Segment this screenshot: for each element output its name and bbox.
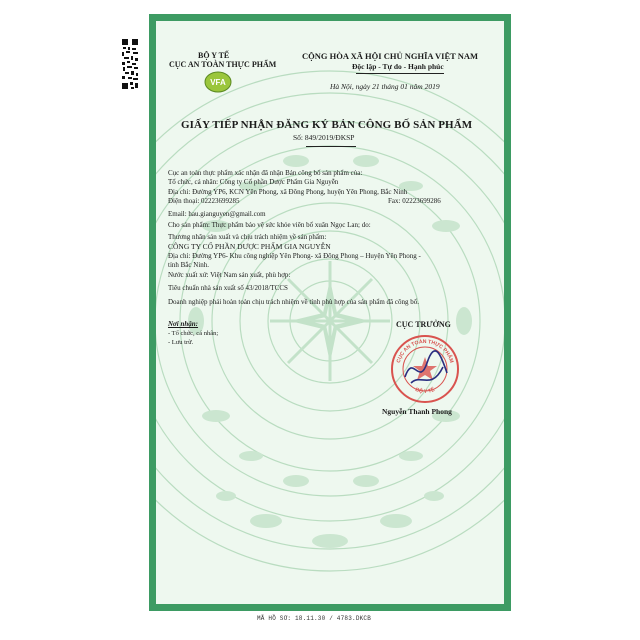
qr-code <box>121 38 139 90</box>
motto-underline <box>356 73 444 74</box>
vfa-logo <box>204 71 232 93</box>
email: Email: hau.gianguyen@gmail.com <box>168 210 266 218</box>
certificate-paper <box>156 21 504 604</box>
recipient-item: - Tổ chức, cá nhân; <box>168 330 219 337</box>
fax: Fax: 02223699286 <box>388 197 441 205</box>
product: Cho sản phẩm: Thực phẩm bảo vệ sức khỏe viên bổ xuân Ngọc Lan; do: <box>168 221 371 229</box>
ministry-name: BỘ Y TẾ <box>198 51 230 60</box>
intro-text: Cục an toàn thực phẩm xác nhận đã nhận Bản công bố sản phẩm của: <box>168 169 363 177</box>
drum-background-pattern <box>156 21 504 604</box>
seal-bottom-text: BỘ Y TẾ <box>414 386 436 396</box>
signature-scribble <box>405 351 447 383</box>
certificate-border <box>149 14 511 611</box>
manufacturer-label: Thương nhân sản xuất và chịu trách nhiệm về sản phẩm: <box>168 233 327 241</box>
signer-name: Nguyễn Thanh Phong <box>382 407 452 416</box>
recipients-label: Nơi nhận: <box>168 320 199 328</box>
manufacturer-address-line2: tỉnh Bắc Ninh. <box>168 261 210 269</box>
document-title: GIẤY TIẾP NHẬN ĐĂNG KÝ BẢN CÔNG BỐ SẢN PHẨM <box>181 119 473 131</box>
department-name: CỤC AN TOÀN THỰC PHẨM <box>169 60 277 69</box>
motto: Độc lập - Tự do - Hạnh phúc <box>352 62 444 71</box>
record-code: MÃ HỒ SƠ: 18.11.30 / 4783.DKCB <box>257 615 372 622</box>
registration-number: Số: 849/2019/ĐKSP <box>293 133 355 142</box>
seal-top-text: CỤC AN TOÀN THỰC PHẨM <box>395 338 455 364</box>
manufacturer-name: CÔNG TY CỔ PHẦN DƯỢC PHẨM GIA NGUYỄN <box>168 242 331 251</box>
manufacturer-address-line1: Địa chỉ: Đường YP6- Khu công nghiệp Yên Phong- xã Đông Phong – Huyện Yên Phong - <box>168 252 421 260</box>
phone: Điện thoại: 02223699285 <box>168 197 240 205</box>
organization: Tổ chức, cá nhân: Công ty Cổ phần Dược Phẩm Gia Nguyễn <box>168 178 339 186</box>
country-name: CỘNG HÒA XÃ HỘI CHỦ NGHĨA VIỆT NAM <box>302 51 479 61</box>
official-seal <box>389 333 461 405</box>
address: Địa chỉ: Đường YP6, KCN Yên Phong, xã Đông Phong, huyện Yên Phong, Bắc Ninh <box>168 188 408 196</box>
logo-text: VFA <box>210 78 226 87</box>
responsibility-statement: Doanh nghiệp phải hoàn toàn chịu trách nhiệm về tính phù hợp của sản phẩm đã công bố. <box>168 298 419 306</box>
title-underline <box>306 146 356 147</box>
place-date: Hà Nội, ngày 21 tháng 01 năm 2019 <box>330 82 440 91</box>
standard: Tiêu chuẩn nhà sản xuất số 43/2018/TCCS <box>168 284 288 292</box>
signer-title: CỤC TRƯỞNG <box>396 320 451 329</box>
recipient-item: - Lưu trữ. <box>168 339 194 346</box>
origin-country: Nước xuất xứ: Việt Nam sản xuất, phù hợp: <box>168 271 291 279</box>
svg-text:BỘ Y TẾ <box>414 386 436 395</box>
